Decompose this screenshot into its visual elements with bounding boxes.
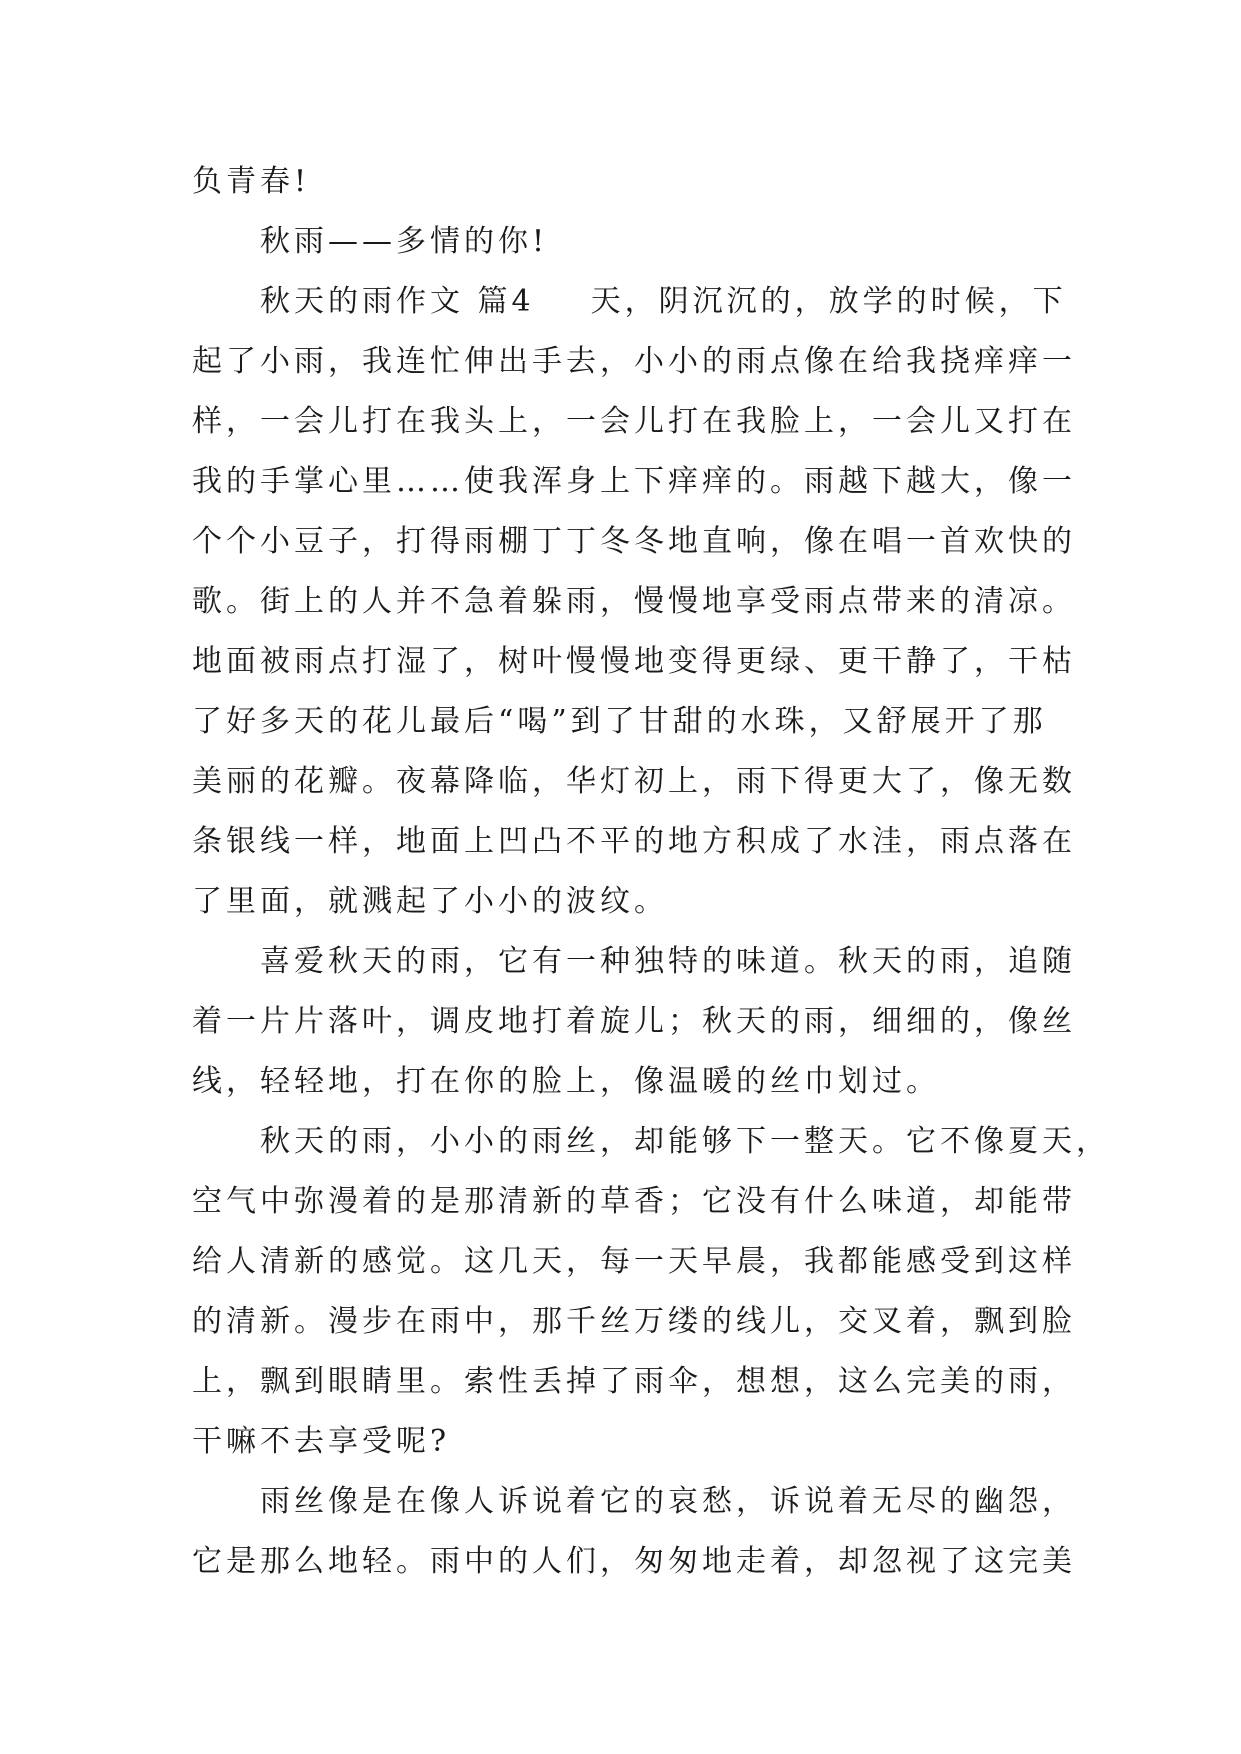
text-line-21: 上，飘到眼睛里。索性丢掉了雨伞，想想，这么完美的雨， — [192, 1364, 1076, 1399]
text-line-11: 美丽的花瓣。夜幕降临，华灯初上，雨下得更大了，像无数 — [192, 764, 1076, 799]
text-line-12: 条银线一样，地面上凹凸不平的地方积成了水洼，雨点落在 — [192, 824, 1076, 859]
text-line-4: 起了小雨，我连忙伸出手去，小小的雨点像在给我挠痒痒一 — [192, 344, 1076, 379]
text-line-15: 着一片片落叶，调皮地打着旋儿；秋天的雨，细细的，像丝 — [192, 1004, 1076, 1039]
text-line-3 — [192, 272, 1072, 332]
text-line-24: 它是那么地轻。雨中的人们，匆匆地走着，却忽视了这完美 — [192, 1544, 1076, 1579]
text-line-13: 了里面，就溅起了小小的波纹。 — [192, 884, 668, 919]
essay-heading: 秋天的雨作文 篇4 — [260, 284, 535, 319]
text-line-22: 干嘛不去享受呢? — [192, 1424, 451, 1459]
document-body — [192, 152, 1110, 1592]
text-line-14: 喜爱秋天的雨，它有一种独特的味道。秋天的雨，追随 — [260, 944, 1076, 979]
text-line-10: 了好多天的花儿最后“喝”到了甘甜的水珠，又舒展开了那 — [192, 704, 1047, 739]
text-line-17: 秋天的雨，小小的雨丝，却能够下一整天。它不像夏天， — [260, 1124, 1110, 1159]
text-line-16: 线，轻轻地，打在你的脸上，像温暖的丝巾划过。 — [192, 1064, 940, 1099]
text-line-19: 给人清新的感觉。这几天，每一天早晨，我都能感受到这样 — [192, 1244, 1076, 1279]
text-line-6: 我的手掌心里……使我浑身上下痒痒的。雨越下越大，像一 — [192, 464, 1076, 499]
text-line-18: 空气中弥漫着的是那清新的草香；它没有什么味道，却能带 — [192, 1184, 1076, 1219]
text-line-20: 的清新。漫步在雨中，那千丝万缕的线儿，交叉着，飘到脸 — [192, 1304, 1076, 1339]
essay-first-sentence: 天，阴沉沉的，放学的时候，下 — [590, 284, 1067, 319]
text-line-1: 负青春! — [192, 164, 311, 199]
text-line-2: 秋雨——多情的你! — [260, 224, 549, 259]
text-line-7: 个个小豆子，打得雨棚丁丁冬冬地直响，像在唱一首欢快的 — [192, 524, 1076, 559]
text-line-23: 雨丝像是在像人诉说着它的哀愁，诉说着无尽的幽怨， — [260, 1484, 1076, 1519]
text-line-8: 歌。街上的人并不急着躲雨，慢慢地享受雨点带来的清凉。 — [192, 584, 1076, 619]
text-line-5: 样，一会儿打在我头上，一会儿打在我脸上，一会儿又打在 — [192, 404, 1076, 439]
text-line-9: 地面被雨点打湿了，树叶慢慢地变得更绿、更干静了，干枯 — [192, 644, 1076, 679]
